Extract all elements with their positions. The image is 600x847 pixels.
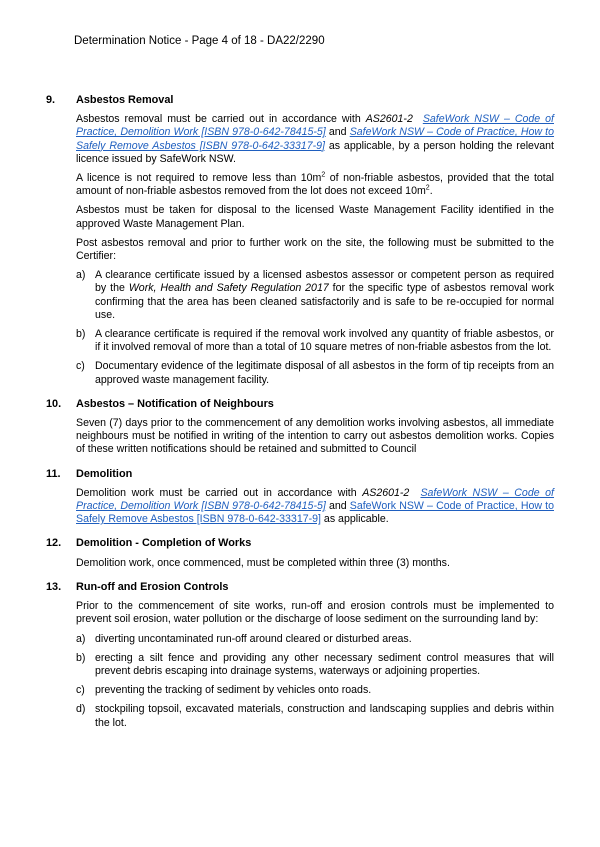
section-title: Asbestos – Notification of Neighbours bbox=[76, 397, 274, 410]
section-heading bbox=[46, 581, 554, 594]
section-heading bbox=[46, 398, 554, 411]
section-completion-of-works bbox=[46, 537, 554, 569]
item-text: preventing the tracking of sediment by vehicles onto roads. bbox=[95, 684, 372, 697]
paragraph: Asbestos must be taken for disposal to the licensed Waste Management Facility identified in the approved Waste Management Plan. bbox=[76, 204, 554, 230]
paragraph: A licence is not required to remove less than $10m^2$ of non-friable asbestos, provided that the total amount of non-friable asbestos removed from the lot does not exceed $10m^2$. bbox=[76, 171, 554, 198]
section-title: Demolition - Completion of Works bbox=[76, 537, 252, 550]
section-title: Run-off and Erosion Controls bbox=[76, 580, 229, 593]
item-letter: a) bbox=[76, 632, 86, 645]
list-item bbox=[76, 328, 554, 354]
item-letter: c) bbox=[76, 360, 85, 373]
document-body bbox=[46, 94, 554, 741]
section-runoff-erosion-controls bbox=[46, 581, 554, 730]
item-text: stockpiling topsoil, excavated materials, construction and landscaping supplies and debris within the lot. bbox=[95, 703, 554, 729]
section-demolition bbox=[46, 468, 554, 527]
list-item bbox=[76, 684, 554, 697]
section-notification-of-neighbours bbox=[46, 398, 554, 457]
paragraph: Asbestos removal must be carried out in accordance with AS2601-2 SafeWork NSW – Code of Practice, Demolition Work [ISBN 978-0-642-78415-5] and SafeWork NSW – Code of Practice, How to Safely Remove Asbestos [ISBN 978-0-642-33317-9] as applicable, by a person holding the relevant licence issued by SafeWork NSW. bbox=[76, 113, 555, 165]
paragraph: Prior to the commencement of site works, run-off and erosion controls must be implemented to prevent soil erosion, water pollution or the discharge of loose sediment on the surrounding land by: bbox=[76, 600, 554, 626]
standard-reference: AS2601-2 bbox=[362, 486, 410, 499]
item-letter: d) bbox=[76, 703, 86, 716]
paragraph: Seven (7) days prior to the commencement of any demolition works involving asbestos, all immediate neighbours must be notified in writing of the intention to carry out asbestos demolition works. Copies of these written notifications should be retained and submitted to Council bbox=[76, 417, 554, 456]
section-heading bbox=[46, 537, 554, 550]
item-text: Documentary evidence of the legitimate disposal of all asbestos in the form of tip receipts from an approved waste management facility. bbox=[95, 360, 554, 386]
section-title: Asbestos Removal bbox=[76, 94, 174, 106]
item-text: erecting a silt fence and providing any other necessary sediment control measures that will prevent debris escaping into drainage systems, waterways or adjoining properties. bbox=[95, 651, 554, 677]
section-title: Demolition bbox=[76, 467, 133, 480]
list-item bbox=[76, 652, 554, 678]
list-item bbox=[76, 269, 554, 322]
standard-reference: AS2601-2 bbox=[365, 113, 413, 126]
section-heading bbox=[46, 468, 554, 481]
paragraph: Demolition work, once commenced, must be completed within three (3) months. bbox=[76, 556, 450, 569]
list-item bbox=[76, 703, 554, 729]
section-number: 13. bbox=[46, 580, 62, 593]
item-text: A clearance certificate is required if the removal work involved any quantity of friable asbestos, or if it involved removal of more than a total of 10 square metres of non-friable asbestos from the lot. bbox=[95, 328, 554, 354]
list-item bbox=[76, 633, 554, 646]
list-item bbox=[76, 360, 554, 386]
demolition-code-link[interactable]: SafeWork NSW – Code of Practice, Demolition Work [ISBN 978-0-642-78415-5] bbox=[76, 113, 554, 139]
section-number: 12. bbox=[46, 537, 62, 550]
item-text: diverting uncontaminated run-off around cleared or disturbed areas. bbox=[95, 632, 412, 645]
item-text: A clearance certificate issued by a licensed asbestos assessor or competent person as required by the Work, Health and Safety Regulation 2017 for the specific type of asbestos removal work confirming that the area has been cleaned satisfactorily and is safe to be re-occupied for normal use. bbox=[95, 269, 554, 321]
item-letter: c) bbox=[76, 684, 85, 697]
asbestos-code-link[interactable]: SafeWork NSW – Code of Practice, How to Safely Remove Asbestos [ISBN 978-0-642-33317-9] bbox=[76, 126, 555, 152]
section-asbestos-removal bbox=[46, 94, 554, 387]
section-heading bbox=[46, 94, 554, 107]
demolition-code-link[interactable]: SafeWork NSW – Code of Practice, Demolition Work [ISBN 978-0-642-78415-5] bbox=[76, 486, 555, 513]
item-list bbox=[76, 269, 554, 387]
page-header: Determination Notice - Page 4 of 18 - DA22/2290 bbox=[74, 35, 325, 47]
asbestos-code-link[interactable]: SafeWork NSW – Code of Practice, How to Safely Remove Asbestos [ISBN 978-0-642-33317-9] bbox=[76, 500, 554, 526]
section-number: 9. bbox=[46, 94, 56, 106]
item-letter: b) bbox=[76, 328, 86, 341]
section-number: 11. bbox=[46, 467, 61, 480]
paragraph: Post asbestos removal and prior to further work on the site, the following must be submitted to the Certifier: bbox=[76, 236, 554, 263]
section-number: 10. bbox=[46, 397, 62, 410]
paragraph: Demolition work must be carried out in accordance with AS2601-2 SafeWork NSW – Code of Practice, Demolition Work [ISBN 978-0-642-78415-5] and SafeWork NSW – Code of Practice, How to Safely Remove Asbestos [ISBN 978-0-642-33317-9] as applicable. bbox=[76, 486, 555, 526]
item-letter: b) bbox=[76, 651, 86, 664]
item-letter: a) bbox=[76, 269, 86, 282]
item-list bbox=[76, 633, 554, 730]
